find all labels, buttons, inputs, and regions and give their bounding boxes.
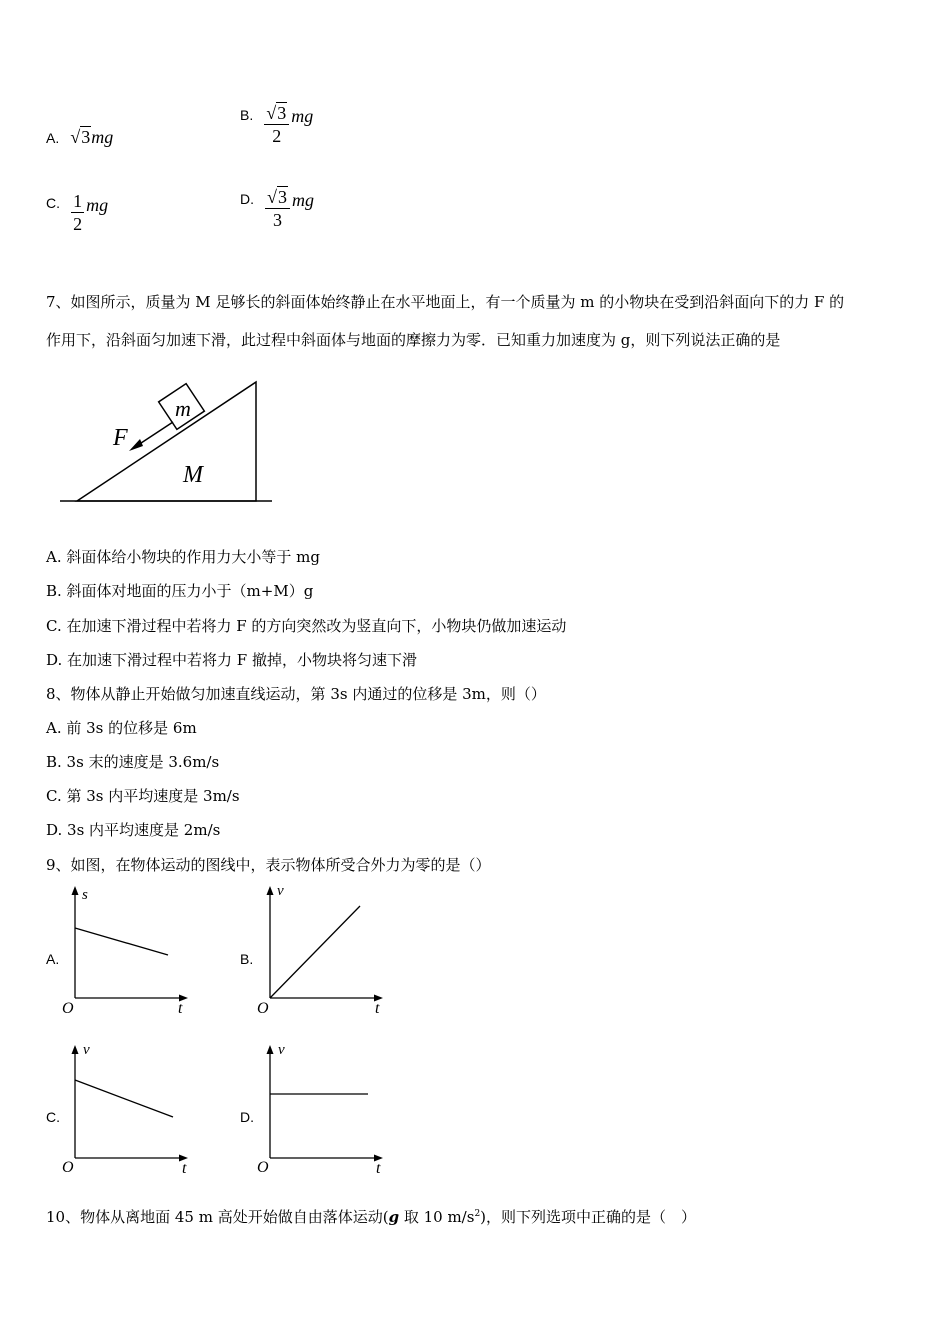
q8-option-d: D. 3s 内平均速度是 2m/s	[46, 821, 221, 839]
block-mass-label: m	[175, 396, 191, 421]
fraction: √ 3 3	[265, 186, 290, 231]
graph-b-line	[270, 906, 360, 998]
x-axis-label: t	[376, 1160, 381, 1175]
x-axis-label: t	[178, 1000, 183, 1017]
y-axis-label: s	[82, 887, 88, 903]
graph-c-label: C.	[46, 1109, 60, 1125]
option-label: B.	[240, 106, 254, 123]
graph-a	[58, 883, 198, 1018]
graph-b	[253, 883, 393, 1018]
origin-label: O	[257, 1159, 269, 1175]
origin-label: O	[62, 1000, 74, 1017]
sqrt-expression: √ 3	[70, 127, 91, 147]
q7-option-d: D. 在加速下滑过程中若将力 F 撤掉，小物块将匀速下滑	[46, 651, 417, 669]
force-label: F	[113, 425, 128, 451]
q7-option-c: C. 在加速下滑过程中若将力 F 的方向突然改为竖直向下，小物块仍做加速运动	[46, 617, 567, 635]
y-axis-arrowhead	[267, 1045, 274, 1054]
q7-option-a: A. 斜面体给小物块的作用力大小等于 mg	[46, 548, 320, 566]
force-arrowhead	[129, 439, 143, 451]
fraction: √ 3 2	[264, 102, 289, 147]
graph-a-line	[75, 928, 168, 955]
incline-mass-label: M	[183, 462, 203, 488]
incline-diagram	[55, 375, 280, 510]
x-axis-label: t	[375, 1000, 380, 1017]
y-axis-arrowhead	[72, 886, 79, 895]
q8-option-a: A. 前 3s 的位移是 6m	[46, 719, 197, 737]
q7-stem-line2: 作用下，沿斜面匀加速下滑，此过程中斜面体与地面的摩擦力为零．已知重力加速度为 g，则下列说法正确的是	[46, 331, 781, 349]
q8-option-b: B. 3s 末的速度是 3.6m/s	[46, 753, 220, 771]
option-label: A.	[46, 130, 60, 146]
q10-stem: 10、物体从离地面 45 m 高处开始做自由落体运动(g 取 10 $m/s^2$)，则下列选项中正确的是（ ）	[46, 1208, 697, 1226]
q6-option-d: D. √ 3 3 mg	[240, 187, 314, 230]
y-axis-arrowhead	[72, 1045, 79, 1054]
q9-stem: 9、如图，在物体运动的图线中，表示物体所受合外力为零的是（）	[46, 856, 491, 874]
graph-a-label: A.	[46, 951, 60, 967]
origin-label: O	[257, 1000, 269, 1017]
q7-option-b: B. 斜面体对地面的压力小于（m+M）g	[46, 582, 314, 600]
graph-b-label: B.	[240, 951, 254, 967]
q6-option-c: C. $\frac{1}{2}$ mg	[46, 191, 109, 234]
y-axis-arrowhead	[267, 886, 274, 895]
option-label: D.	[240, 190, 254, 207]
q8-option-c: C. 第 3s 内平均速度是 3m/s	[46, 787, 240, 805]
graph-c-line	[75, 1080, 173, 1117]
q6-option-b: B. √ 3 2 mg	[240, 103, 314, 146]
fraction: $\frac{1}{2}$	[73, 191, 83, 234]
graph-d	[253, 1040, 393, 1175]
q8-stem: 8、物体从静止开始做匀加速直线运动，第 3s 内通过的位移是 3m，则（）	[46, 685, 546, 703]
q7-stem-line1: 7、如图所示，质量为 M 足够长的斜面体始终静止在水平地面上，有一个质量为 m 的小物块在受到沿斜面向下的力 F 的	[46, 293, 845, 311]
option-label: C.	[46, 194, 60, 211]
y-axis-label: v	[277, 883, 284, 899]
origin-label: O	[62, 1159, 74, 1175]
x-axis-label: t	[182, 1160, 187, 1175]
graph-d-label: D.	[240, 1109, 254, 1125]
q6-option-a: A. √ 3 mg	[46, 127, 114, 147]
y-axis-label: v	[83, 1042, 90, 1058]
y-axis-label: v	[278, 1042, 285, 1058]
graph-c	[58, 1040, 198, 1175]
